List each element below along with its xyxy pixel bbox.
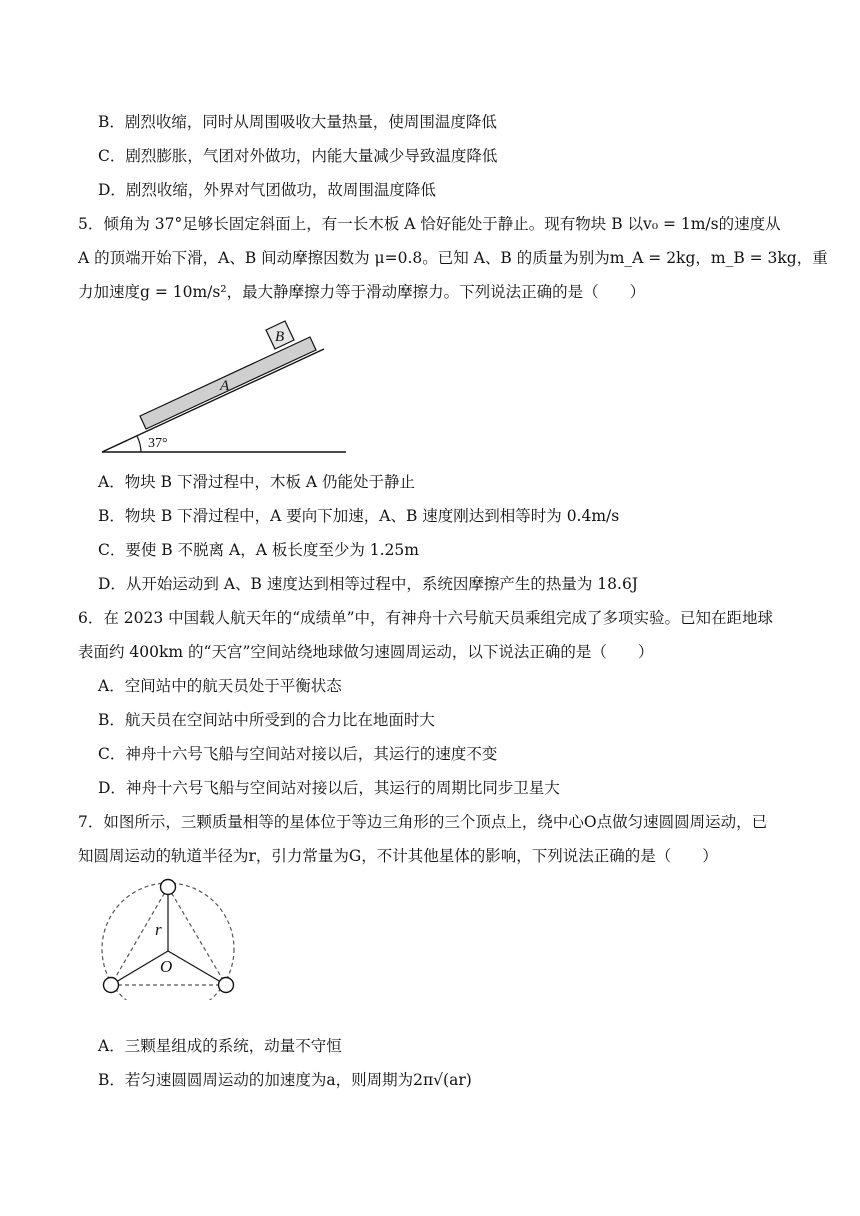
star-right — [219, 978, 234, 993]
q6-option-d: D．神舟十六号飞船与空间站对接以后，其运行的周期比同步卫星大 — [98, 779, 560, 797]
q5-stem-line2: A 的顶端开始下滑，A、B 间动摩擦因数为 μ=0.8。已知 A、B 的质量为别为m_A = 2kg，m_B = 3kg，重 — [78, 249, 828, 267]
star-top — [161, 880, 176, 895]
center-to-right — [168, 951, 226, 985]
q5-stem-line3: 力加速度g = 10m/s²，最大静摩擦力等于滑动摩擦力。下列说法正确的是（ ） — [78, 283, 646, 301]
incline-figure — [96, 316, 356, 458]
triangle-side-right — [168, 887, 226, 985]
q4-option-c: C．剧烈膨胀，气团对外做功，内能大量减少导致温度降低 — [98, 147, 498, 165]
q4-option-d: D．剧烈收缩，外界对气团做功，故周围温度降低 — [98, 181, 436, 199]
q6-option-b: B．航天员在空间站中所受到的合力比在地面时大 — [98, 711, 435, 729]
center-label: O — [160, 957, 173, 976]
q7-stem-line2: 知圆周运动的轨道半径为r，引力常量为G，不计其他星体的影响，下列说法正确的是（ ） — [78, 847, 718, 865]
block-b-label: B — [275, 329, 285, 345]
q5-option-b: B．物块 B 下滑过程中，A 要向下加速，A、B 速度刚达到相等时为 0.4m/s — [98, 507, 620, 525]
plank-a-label: A — [220, 378, 230, 394]
q5-option-d: D．从开始运动到 A、B 速度达到相等过程中，系统因摩擦产生的热量为 18.6J — [98, 575, 639, 593]
q7-option-a: A．三颗星组成的系统，动量不守恒 — [98, 1037, 342, 1055]
radius-label: r — [155, 920, 162, 939]
q5-stem-line1: 5．倾角为 37°足够长固定斜面上，有一长木板 A 恰好能处于静止。现有物块 B 以v₀ = 1m/s的速度从 — [78, 215, 781, 233]
three-star-figure — [96, 874, 246, 1000]
incline-slope-line — [102, 349, 324, 452]
q6-stem-line1: 6．在 2023 中国载人航天年的“成绩单”中，有神舟十六号航天员乘组完成了多项实验。已知在距地球 — [78, 609, 774, 627]
q5-option-c: C．要使 B 不脱离 A，A 板长度至少为 1.25m — [98, 541, 419, 559]
star-left — [104, 978, 119, 993]
q4-option-b: B．剧烈收缩，同时从周围吸收大量热量，使周围温度降低 — [98, 113, 497, 131]
angle-arc — [137, 436, 141, 452]
q6-option-a: A．空间站中的航天员处于平衡状态 — [98, 677, 342, 695]
q6-option-c: C．神舟十六号飞船与空间站对接以后，其运行的速度不变 — [98, 745, 498, 763]
angle-label: 37° — [148, 436, 168, 451]
q7-option-b: B．若匀速圆圆周运动的加速度为a，则周期为2π√(ar) — [98, 1071, 472, 1089]
q6-stem-line2: 表面约 400km 的“天宫”空间站绕地球做匀速圆周运动，以下说法正确的是（ ） — [78, 643, 654, 661]
q5-option-a: A．物块 B 下滑过程中，木板 A 仍能处于静止 — [98, 473, 415, 491]
q7-stem-line1: 7．如图所示，三颗质量相等的星体位于等边三角形的三个顶点上，绕中心O点做匀速圆圆周运动，已 — [78, 813, 768, 831]
